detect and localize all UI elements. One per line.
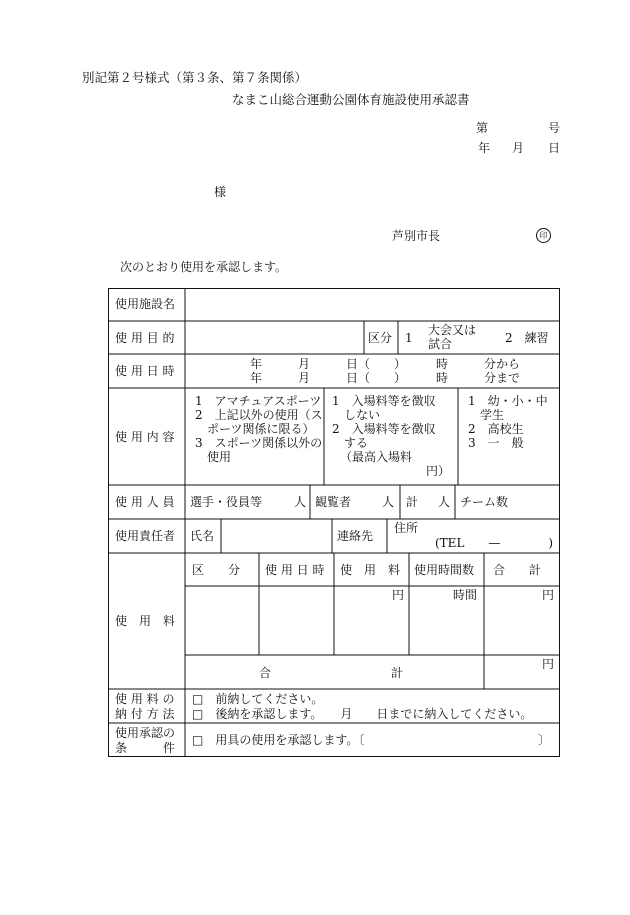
number-label: 第	[476, 121, 489, 135]
people-spectators-unit: 人	[382, 495, 395, 509]
content-col2-line5: （最高入場料	[340, 450, 413, 464]
content-col1-line1: 1 アマチュアスポーツ	[195, 394, 322, 408]
content-col2-line1: 1 入場料等を徴収	[332, 394, 436, 408]
content-col2-line6: 円）	[426, 464, 451, 478]
content-col2-line2: しない	[332, 408, 381, 422]
content-col3-line1: 1 幼・小・中	[468, 394, 548, 408]
condition-label-line2: 条 件	[115, 741, 176, 755]
issuer-name: 芦別市長	[392, 229, 441, 243]
payment-option-postpay[interactable]: □ 後納を承認します。 月 日までに納入してください。	[192, 707, 533, 721]
content-col2-line4: する	[332, 436, 369, 450]
people-teams-label: チーム数	[460, 495, 509, 509]
fee-unit-hours: 時間	[453, 588, 478, 602]
fee-header-fee: 使 用 料	[340, 563, 401, 577]
category-option1-line2: 試合	[428, 337, 453, 351]
people-players-unit: 人	[294, 495, 307, 509]
condition-label-line1: 使用承認の	[115, 726, 176, 740]
content-col3-line4: 3 一 般	[468, 436, 524, 450]
date-day-label: 日	[548, 141, 561, 155]
content-col1-line4: 3 スポーツ関係以外の	[195, 436, 323, 450]
payment-label-line1: 使 用 料 の	[115, 692, 175, 706]
content-col2-line3: 2 入場料等を徴収	[332, 422, 436, 436]
fee-label: 使 用 料	[115, 614, 176, 628]
category-option2: 2 練習	[505, 331, 549, 345]
people-players-label: 選手・役員等	[190, 495, 263, 509]
intro-text: 次のとおり使用を承認します。	[120, 260, 288, 274]
content-col3-line3: 2 高校生	[468, 422, 524, 436]
payment-label-line2: 納 付 方 法	[115, 707, 175, 721]
fee-header-total: 合 計	[493, 563, 542, 577]
people-total-unit: 人	[438, 495, 451, 509]
approval-form-table	[108, 288, 560, 757]
content-col1-line2: 2 上記以外の使用（ス	[195, 408, 323, 422]
category-label: 区分	[368, 331, 393, 345]
name-label: 氏名	[190, 529, 215, 543]
number-suffix: 号	[548, 121, 561, 135]
fee-total-unit: 円	[542, 657, 555, 671]
condition-option-equipment[interactable]: □ 用具の使用を承認します。〔	[192, 733, 365, 747]
category-option1-line1: 大会又は	[428, 323, 477, 337]
payment-option-prepay[interactable]: □ 前納してください。	[192, 692, 324, 706]
facility-label: 使用施設名	[115, 297, 176, 311]
people-spectators-label: 観覧者	[315, 495, 352, 509]
tel-label: (TEL — )	[435, 536, 554, 550]
fee-unit-yen: 円	[392, 588, 405, 602]
condition-bracket-close: 〕	[538, 733, 551, 747]
fee-header-hours: 使用時間数	[414, 563, 475, 577]
purpose-label: 使 用 目 的	[115, 331, 175, 345]
addressee-suffix: 様	[214, 185, 227, 199]
datetime-to: 年 月 日（ ） 時 分まで	[250, 371, 521, 385]
name-field[interactable]	[225, 523, 329, 549]
address-label: 住所	[394, 521, 419, 535]
contact-label: 連絡先	[337, 529, 374, 543]
fee-header-datetime: 使 用 日 時	[265, 563, 325, 577]
seal-mark: 印	[536, 228, 551, 243]
datetime-label: 使 用 日 時	[115, 364, 175, 378]
people-label: 使 用 人 員	[115, 495, 175, 509]
content-col3-line2: 学生	[468, 408, 505, 422]
fee-header-category: 区 分	[192, 563, 241, 577]
document-title: なまこ山総合運動公園体育施設使用承認書	[232, 92, 470, 107]
fee-total-label: 合 計	[259, 666, 404, 680]
category-option1-number: 1	[405, 331, 413, 345]
date-year-label: 年	[478, 141, 491, 155]
content-col1-line5: 使用	[195, 450, 232, 464]
purpose-field[interactable]	[190, 325, 360, 351]
facility-name-field[interactable]	[190, 292, 555, 318]
datetime-from: 年 月 日（ ） 時 分から	[250, 357, 521, 371]
form-reference: 別記第２号様式（第３条、第７条関係）	[82, 70, 308, 85]
responsible-label: 使用責任者	[115, 529, 176, 543]
content-label: 使 用 内 容	[115, 430, 175, 444]
people-total-label: 計	[406, 495, 419, 509]
date-month-label: 月	[512, 141, 525, 155]
fee-unit-total-yen: 円	[542, 588, 555, 602]
content-col1-line3: ポーツ関係に限る）	[195, 422, 315, 436]
